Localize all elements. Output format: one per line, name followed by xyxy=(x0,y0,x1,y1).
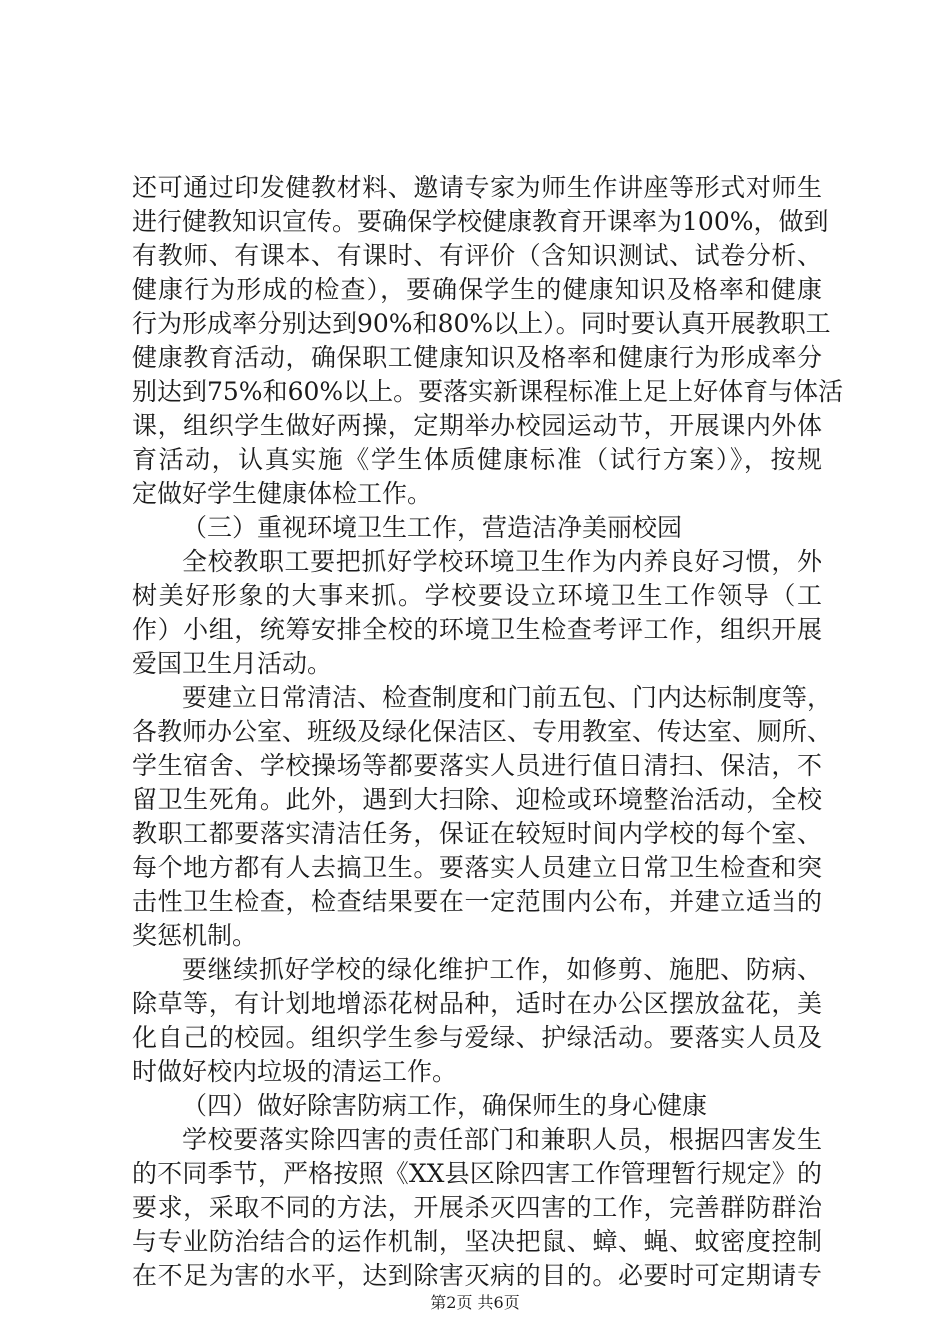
text-line: 要继续抓好学校的绿化维护工作，如修剪、施肥、防病、 xyxy=(182,955,822,984)
text-line: 教职工都要落实清洁任务，保证在较短时间内学校的每个室、 xyxy=(132,819,822,848)
text-line: 还可通过印发健教材料、邀请专家为师生作讲座等形式对师生 xyxy=(132,173,822,202)
text-line: 别达到75%和60%以上。要落实新课程标准上足上好体育与体活 xyxy=(132,377,844,406)
text-line: 留卫生死角。此外，遇到大扫除、迎检或环境整治活动，全校 xyxy=(132,785,822,814)
document-body xyxy=(132,171,844,1293)
text-line: 进行健教知识宣传。要确保学校健康教育开课率为100%，做到 xyxy=(132,207,829,236)
text-line: 的不同季节，严格按照《XX县区除四害工作管理暂行规定》的 xyxy=(132,1159,822,1188)
text-line: 除草等，有计划地增添花树品种，适时在办公区摆放盆花，美 xyxy=(132,989,822,1018)
text-line: 时做好校内垃圾的清运工作。 xyxy=(132,1057,458,1086)
text-line: 有教师、有课本、有课时、有评价（含知识测试、试卷分析、 xyxy=(132,241,822,270)
text-line: 学生宿舍、学校操场等都要落实人员进行值日清扫、保洁，不 xyxy=(132,751,822,780)
text-line: 健康教育活动，确保职工健康知识及格率和健康行为形成率分 xyxy=(132,343,822,372)
text-line: 要求，采取不同的方法，开展杀灭四害的工作，完善群防群治 xyxy=(132,1193,822,1222)
text-line: 育活动，认真实施《学生体质健康标准（试行方案）》，按规 xyxy=(132,445,822,474)
text-line: 课，组织学生做好两操，定期举办校园运动节，开展课内外体 xyxy=(132,411,822,440)
text-line: 定做好学生健康体检工作。 xyxy=(132,479,433,508)
text-line: 作）小组，统筹安排全校的环境卫生检查考评工作，组织开展 xyxy=(132,615,822,644)
text-line: （三）重视环境卫生工作，营造洁净美丽校园 xyxy=(182,513,683,542)
text-line: 奖惩机制。 xyxy=(132,921,258,950)
text-line: 每个地方都有人去搞卫生。要落实人员建立日常卫生检查和突 xyxy=(132,853,822,882)
text-line: 学校要落实除四害的责任部门和兼职人员，根据四害发生 xyxy=(182,1125,822,1154)
text-line: （四）做好除害防病工作，确保师生的身心健康 xyxy=(182,1091,708,1120)
text-line: 击性卫生检查，检查结果要在一定范围内公布，并建立适当的 xyxy=(132,887,822,916)
page-footer: 第2页 共6页 xyxy=(430,1293,520,1312)
text-line: 健康行为形成的检查），要确保学生的健康知识及格率和健康 xyxy=(132,275,822,304)
text-line: 全校教职工要把抓好学校环境卫生作为内养良好习惯，外 xyxy=(182,547,822,576)
text-line: 与专业防治结合的运作机制，坚决把鼠、蟑、蝇、蚊密度控制 xyxy=(132,1227,822,1256)
text-line: 行为形成率分别达到90%和80%以上）。同时要认真开展教职工 xyxy=(132,309,831,338)
text-line: 化自己的校园。组织学生参与爱绿、护绿活动。要落实人员及 xyxy=(132,1023,822,1052)
text-line: 爱国卫生月活动。 xyxy=(132,649,333,678)
text-line: 要建立日常清洁、检查制度和门前五包、门内达标制度等， xyxy=(182,683,833,712)
text-line: 在不足为害的水平，达到除害灭病的目的。必要时可定期请专 xyxy=(132,1261,822,1290)
text-line: 各教师办公室、班级及绿化保洁区、专用教室、传达室、厕所、 xyxy=(132,717,833,746)
text-line: 树美好形象的大事来抓。学校要设立环境卫生工作领导（工 xyxy=(132,581,822,610)
